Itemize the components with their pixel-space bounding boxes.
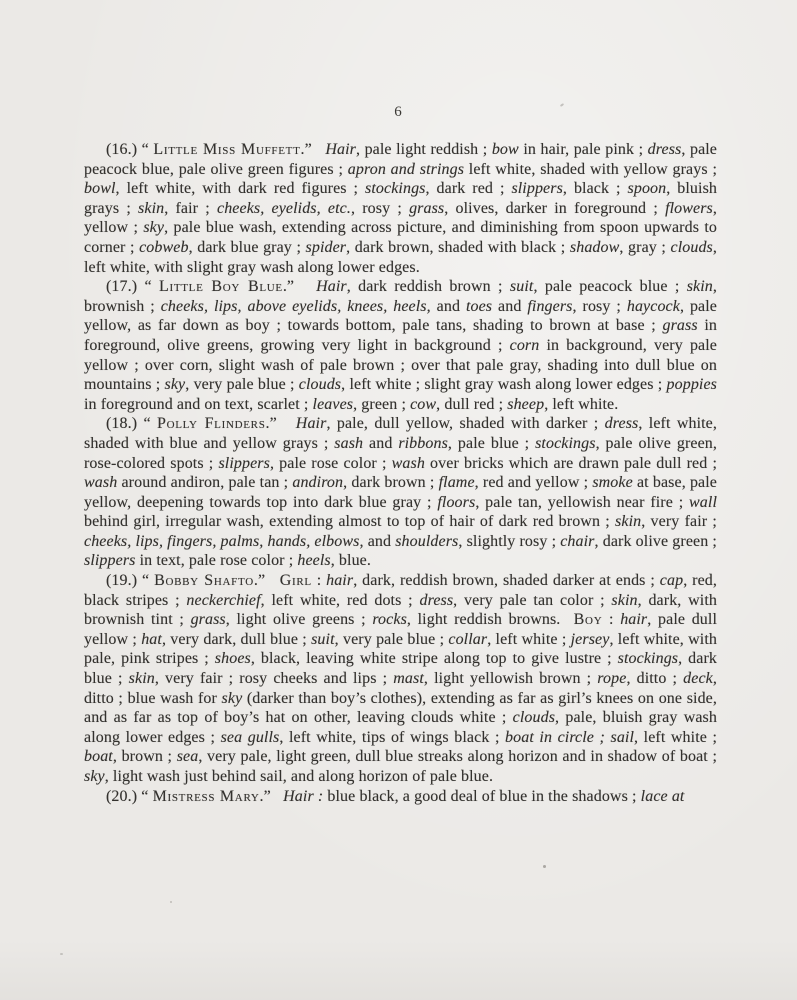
text-segment: :	[311, 572, 327, 590]
text-segment: , dark, reddish brown, shaded darker at ends ;	[353, 572, 660, 590]
text-segment: skin	[611, 591, 638, 609]
text-segment: deck	[683, 670, 713, 688]
text-segment: hair	[620, 611, 648, 629]
text-segment: , pale tan, yellowish near fire ;	[475, 493, 690, 511]
text-segment: , green ;	[353, 395, 411, 413]
text-segment: clouds	[298, 376, 342, 394]
text-segment: , left white, with dark red figures ;	[115, 180, 366, 198]
text-segment: , dark, with brownish tint ;	[84, 591, 717, 629]
text-segment: ribbons	[398, 434, 448, 452]
text-segment: leaves	[312, 395, 354, 413]
text-segment: clouds	[670, 238, 713, 256]
text-segment: , pale olive green, rose-colored spots ;	[84, 434, 717, 472]
text-segment: , left white ;	[487, 630, 571, 648]
paragraph-entry-16	[84, 140, 717, 277]
text-segment: and	[430, 297, 466, 315]
text-segment: spider	[305, 238, 347, 256]
text-segment: suit	[509, 278, 534, 296]
text-segment: boat in circle ; sail	[505, 728, 635, 746]
text-segment: smoke	[592, 474, 633, 492]
text-segment: , ditto ; blue wash for	[84, 670, 717, 707]
text-segment: :	[602, 611, 621, 629]
text-segment: mast	[393, 670, 424, 688]
text-segment: , pale blue wash, extending across picture, and diminishing from spoon upwards to corner ;	[84, 219, 717, 256]
text-segment: , left white, with slight gray wash along lower edges.	[84, 238, 717, 276]
text-segment: wall	[689, 493, 717, 511]
text-block	[84, 140, 717, 806]
text-segment: , dull red ;	[436, 395, 508, 413]
text-segment: Little Miss Muffett	[153, 141, 301, 158]
text-segment: , left white, tips of wings black ;	[279, 728, 506, 746]
text-segment: , red, black stripes ;	[84, 572, 717, 609]
text-segment: blue black, a good deal of blue in the shadows ;	[323, 787, 641, 805]
text-segment: over bricks which are drawn pale dull red ;	[424, 454, 718, 472]
text-segment: chair	[560, 532, 595, 550]
text-segment: toes	[465, 297, 493, 315]
text-segment: dress	[604, 415, 639, 433]
text-segment: (19.) “	[106, 572, 155, 590]
text-segment: , olives, darker in foreground ;	[444, 199, 666, 217]
text-segment: in text, pale rose color ;	[135, 552, 298, 570]
text-segment: , light olive greens ;	[225, 611, 373, 629]
text-segment: , slightly rosy ;	[458, 532, 561, 550]
text-segment: bowl	[84, 180, 116, 198]
text-segment: grass	[662, 317, 698, 335]
text-segment: and	[492, 297, 528, 315]
text-segment: rocks	[372, 611, 407, 629]
text-segment: Bobby Shafto	[154, 572, 254, 590]
text-segment: , light yellowish brown ;	[423, 670, 598, 688]
text-segment: Girl	[279, 572, 312, 590]
text-segment: at base, pale yellow, deepening towards top into dark blue gray ;	[84, 474, 717, 511]
text-segment: stockings	[365, 180, 426, 198]
text-segment: neckerchief	[186, 591, 261, 609]
text-segment: (16.) “	[106, 141, 154, 158]
text-segment: hat	[141, 630, 162, 648]
text-segment: , rosy ;	[350, 199, 410, 217]
text-segment: , dark reddish brown ;	[346, 278, 510, 296]
text-segment: cheeks, lips, fingers, palms, hands, elbows,	[84, 532, 364, 550]
text-segment: , pale dull yellow ;	[84, 611, 717, 648]
text-segment: shadow	[569, 238, 620, 256]
text-segment: shoulders	[395, 532, 459, 550]
text-segment: , black, leaving white stripe along top to give lustre ;	[250, 650, 618, 668]
text-segment: , light reddish browns.	[406, 611, 574, 629]
text-segment: grass	[190, 611, 226, 629]
text-segment: cap	[659, 572, 684, 590]
text-segment: (18.) “	[106, 415, 158, 433]
text-segment: , very fair ; rosy cheeks and lips ;	[154, 670, 394, 688]
text-segment: poppies	[666, 376, 717, 394]
text-segment: skin	[615, 513, 642, 531]
text-segment: , very pale tan color ;	[453, 591, 612, 609]
paragraph-entry-19	[84, 571, 717, 787]
text-segment: flowers	[665, 199, 713, 217]
scan-speck	[170, 901, 172, 903]
text-segment: fingers	[527, 297, 573, 315]
text-segment: , ditto ;	[626, 670, 684, 688]
text-segment: , black ;	[562, 180, 628, 198]
text-segment: slippers	[511, 180, 563, 198]
text-segment: , very pale blue ;	[185, 376, 299, 394]
text-segment: bow	[491, 141, 519, 158]
text-segment: clouds	[512, 709, 556, 727]
text-segment: skin	[686, 278, 713, 296]
text-segment: , dark blue ;	[84, 650, 717, 688]
text-segment: wash	[84, 474, 118, 492]
text-segment: in foreground and on text, scarlet ;	[84, 395, 313, 413]
paragraph-entry-18	[84, 414, 717, 571]
text-segment: dress	[647, 141, 682, 158]
text-segment: jersey	[570, 630, 610, 648]
text-segment: rope	[597, 670, 627, 688]
text-segment: , pale peacock blue, pale olive green figures ;	[84, 141, 718, 178]
text-segment: , dark olive green ;	[594, 532, 717, 550]
text-segment: collar	[448, 630, 488, 648]
text-segment: slippers	[218, 454, 270, 472]
text-segment: , pale light reddish ;	[355, 141, 492, 158]
text-segment: (20.) “	[106, 787, 153, 805]
text-segment: heels	[297, 552, 331, 570]
scan-speck	[60, 953, 63, 955]
text-segment: , brown ;	[112, 748, 177, 766]
text-segment: and	[363, 532, 396, 550]
text-segment: left white, shaded with yellow grays ;	[464, 160, 717, 178]
text-segment: andiron	[292, 474, 344, 492]
text-segment: Hair	[325, 141, 356, 158]
text-segment: dress	[419, 591, 454, 609]
text-segment: haycock	[626, 297, 680, 315]
text-segment: sea gulls	[220, 728, 280, 746]
text-segment: , pale yellow, as far down as boy ; towards bottom, pale tans, shading to brown at base ;	[84, 297, 718, 335]
text-segment: lace at	[640, 787, 685, 805]
text-segment: , dark brown, shaded with black ;	[346, 238, 570, 256]
text-segment: , left white ;	[634, 728, 718, 746]
text-segment: , left white, red dots ;	[260, 591, 420, 609]
text-segment: boat	[84, 748, 113, 766]
text-segment: grass	[409, 199, 445, 217]
text-segment: , very pale, light green, dull blue streaks along horizon and in shadow of boat ;	[198, 748, 717, 766]
text-segment: in foreground, olive greens, growing very light in background ;	[84, 317, 717, 354]
paragraph-entry-20	[84, 787, 717, 807]
text-segment: , very dark, dull blue ;	[161, 630, 312, 648]
text-segment: hair	[326, 572, 354, 590]
text-segment: behind girl, irregular wash, extending almost to top of hair of dark red brown ;	[84, 513, 616, 531]
text-segment: Mistress Mary	[152, 787, 260, 805]
text-segment: sheep	[507, 395, 545, 413]
text-segment: .”	[259, 787, 284, 805]
text-segment: , dark blue gray ;	[188, 238, 306, 256]
text-segment: sky	[84, 768, 105, 785]
text-segment: skin	[138, 199, 165, 217]
text-segment: and	[363, 434, 399, 452]
text-segment: Polly Flinders	[157, 415, 266, 433]
text-segment: , yellow ;	[84, 199, 717, 237]
text-segment: floors	[437, 493, 476, 511]
text-segment: shoes	[214, 650, 251, 668]
text-segment: .”	[282, 278, 317, 296]
text-segment: around andiron, pale tan ;	[117, 474, 293, 492]
text-segment: , pale peacock blue ;	[533, 278, 687, 296]
text-segment: Little Boy Blue	[158, 278, 283, 296]
text-segment: , rosy ;	[572, 297, 627, 315]
text-segment: Hair	[316, 278, 347, 296]
text-segment: cow	[410, 395, 437, 413]
text-segment: .”	[265, 415, 296, 433]
text-segment: (darker than boy’s clothes), extending as far as girl’s knees on one side, and as far as top of boy’s hat on other, leaving clouds white ;	[84, 689, 717, 727]
text-segment: , fair ;	[164, 199, 217, 217]
text-segment: , red and yellow ;	[474, 474, 593, 492]
text-segment: stockings	[617, 650, 679, 668]
text-segment: , left white.	[544, 395, 619, 413]
text-segment: , pale blue ;	[447, 434, 536, 452]
text-segment: suit	[311, 630, 335, 648]
text-segment: , very pale blue ;	[334, 630, 449, 648]
text-segment: , gray ;	[619, 238, 671, 256]
text-segment: stockings	[535, 434, 596, 452]
page-number: 6	[394, 104, 403, 120]
text-segment: Hair	[295, 415, 327, 433]
text-segment: corn	[509, 336, 540, 354]
text-segment: , dark brown ;	[343, 474, 439, 492]
text-segment: .”	[253, 572, 280, 590]
text-segment: skin	[128, 670, 155, 688]
text-segment: Hair :	[283, 787, 324, 805]
text-segment: sky	[143, 219, 165, 237]
text-segment: flame	[438, 474, 475, 492]
text-segment: , left white, with pale, pink stripes ;	[84, 630, 717, 668]
paragraph-entry-17	[84, 277, 717, 414]
text-segment: cheeks, lips, above eyelids, knees, heels,	[160, 297, 431, 315]
text-segment: cobweb	[139, 238, 189, 256]
text-segment: , pale rose color ;	[269, 454, 392, 472]
text-segment: , light wash just behind sail, and along horizon of pale blue.	[104, 768, 494, 785]
text-segment: in hair, pale pink ;	[518, 141, 648, 158]
text-segment: , pale, bluish gray wash along lower edges ;	[84, 709, 717, 746]
text-segment: apron and strings	[347, 160, 465, 178]
text-segment: sky	[221, 689, 243, 707]
text-segment: , brownish ;	[84, 278, 718, 315]
text-segment: Boy	[573, 611, 603, 629]
text-segment: .”	[300, 141, 326, 158]
scan-speck	[543, 865, 546, 868]
text-segment: wash	[391, 454, 425, 472]
text-segment: sea	[176, 748, 199, 766]
text-segment: , bluish grays ;	[84, 180, 717, 217]
text-segment: , left white, shaded with blue and yellow grays ;	[84, 415, 717, 452]
text-segment: , dark red ;	[425, 180, 512, 198]
text-segment: in background, very pale yellow ; over corn, slight wash of pale brown ; over that pale gray, shading into dull blue on mountains ;	[84, 336, 717, 394]
text-segment: , blue.	[330, 552, 371, 570]
text-segment: , pale, dull yellow, shaded with darker ;	[326, 415, 605, 433]
text-segment: (17.) “	[106, 278, 159, 296]
text-segment: sky	[164, 376, 186, 394]
text-segment: spoon	[627, 180, 667, 198]
text-segment: sash	[334, 434, 364, 452]
text-segment: , left white ; slight gray wash along lower edges ;	[341, 376, 667, 394]
text-segment: slippers	[84, 552, 136, 570]
text-segment: , very fair ;	[641, 513, 717, 531]
text-segment: cheeks, eyelids, etc.	[217, 199, 351, 217]
